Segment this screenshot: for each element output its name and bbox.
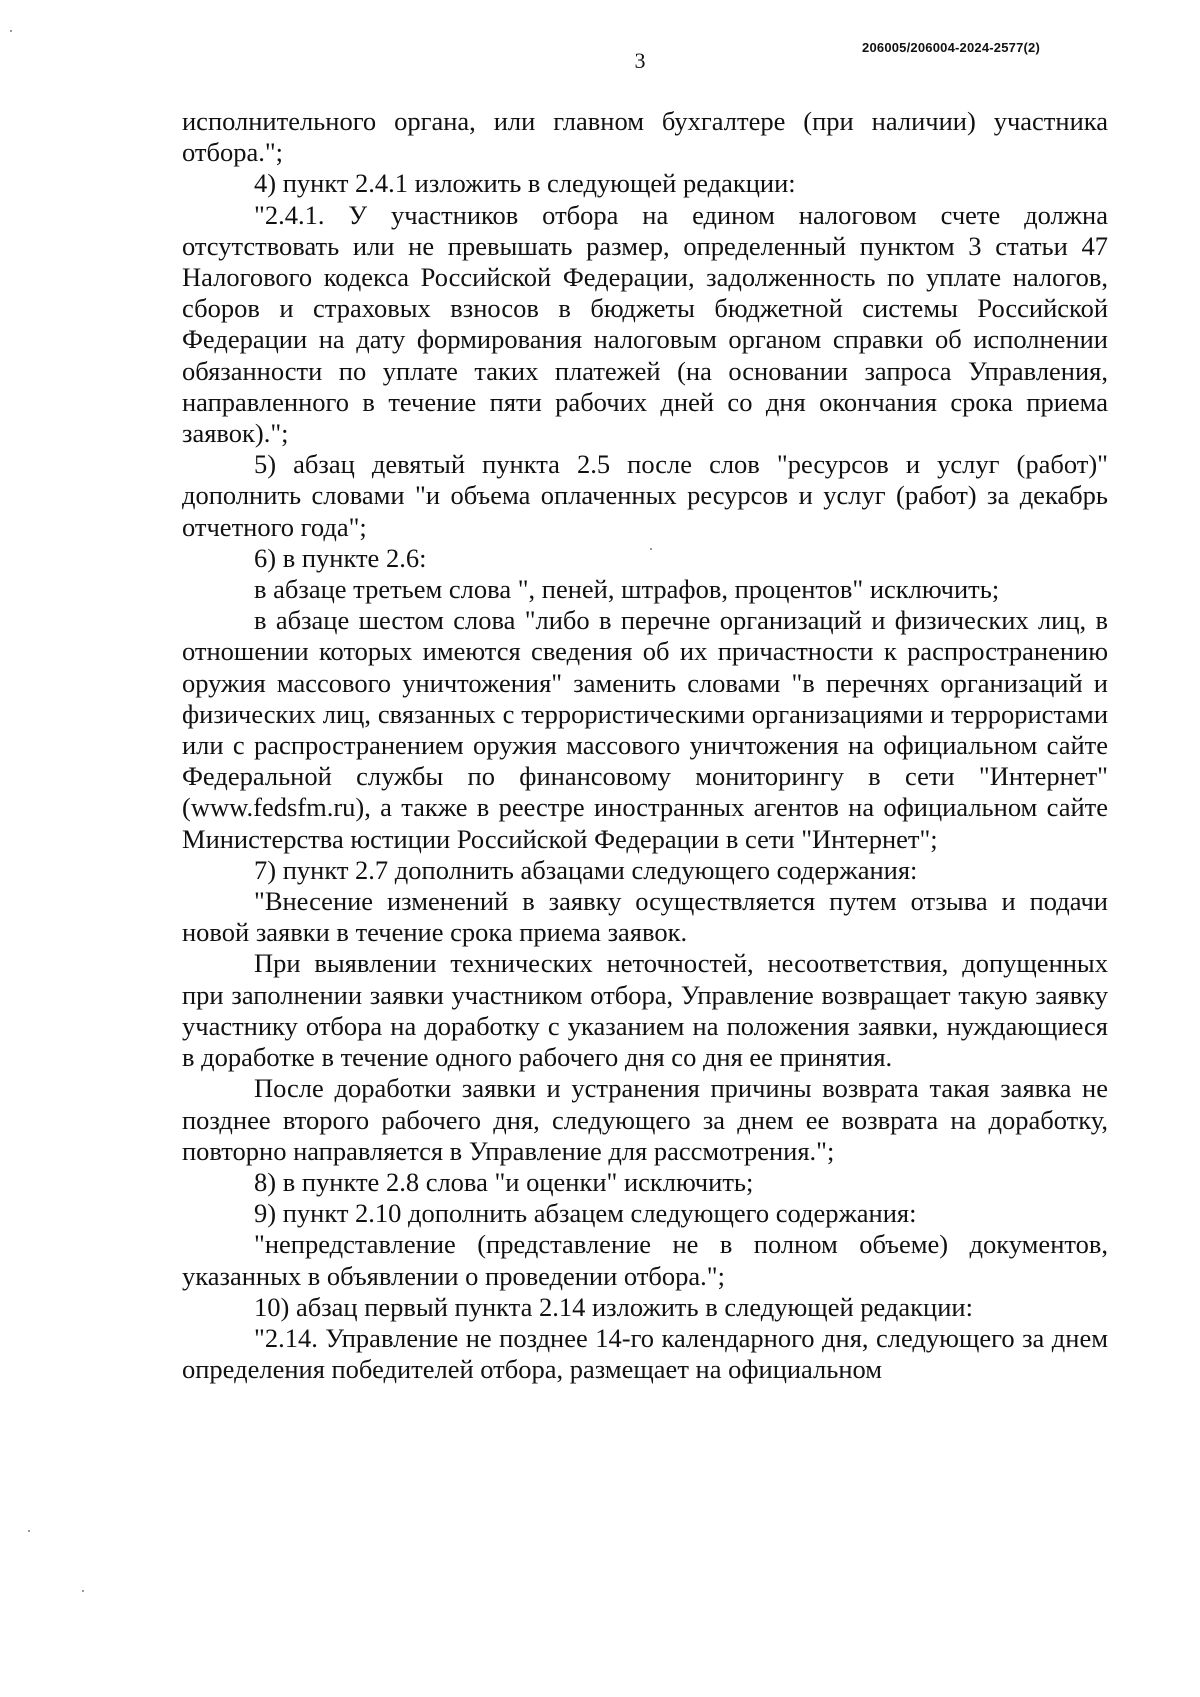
scan-speck [28, 1530, 30, 1532]
paragraph-item-7: 7) пункт 2.7 дополнить абзацами следующего содержания: [254, 854, 918, 885]
paragraph-continuation: исполнительного органа, или главном бухгалтере (при наличии) участника отбора."; [182, 106, 1108, 168]
paragraph-clause-2-14: "2.14. Управление не позднее 14-го календарного дня, следующего за днем определения победителей отбора, размещает на официальном [182, 1322, 1108, 1385]
document-id: 206005/206004-2024-2577(2) [862, 40, 1040, 55]
paragraph-item-9: 9) пункт 2.10 дополнить абзацем следующего содержания: [254, 1198, 917, 1229]
paragraph-item-9-text: "непредставление (представление не в полном объеме) документов, указанных в объявлении о проведении отбора."; [182, 1229, 1108, 1291]
paragraph-item-7-third: После доработки заявки и устранения причины возврата такая заявка не позднее второго рабочего дня, следующего за днем ее возврата на доработку, повторно направляется в Управление для рассмотрения."; [182, 1073, 1108, 1166]
document-body [182, 106, 1108, 1385]
page-number: 3 [634, 48, 646, 73]
scan-speck [82, 1590, 84, 1592]
paragraph-item-7-first: "Внесение изменений в заявку осуществляется путем отзыва и подачи новой заявки в течение срока приема заявок. [182, 886, 1108, 948]
scan-speck [10, 30, 12, 32]
paragraph-item-8: 8) в пункте 2.8 слова "и оценки" исключить; [254, 1166, 754, 1197]
paragraph-item-6-third: в абзаце третьем слова ", пеней, штрафов, процентов" исключить; [254, 574, 1000, 605]
paragraph-item-10: 10) абзац первый пункта 2.14 изложить в следующей редакции: [254, 1291, 973, 1322]
paragraph-item-6-sixth: в абзаце шестом слова "либо в перечне организаций и физических лиц, в отношении которых имеются сведения об их причастности к распространению оружия массового уничтожения" заменить словами "в перечнях организаций и физических лиц, связанных с террористическими организациями и террористами или с распространением оружия массового уничтожения на официальном сайте Федеральной службы по финансовому мониторингу в сети "Интернет" (www.fedsfm.ru), а также в реестре иностранных агентов на официальном сайте Министерства юстиции Российской Федерации в сети "Интернет"; [182, 605, 1108, 854]
paragraph-clause-2-4-1: "2.4.1. У участников отбора на едином налоговом счете должна отсутствовать или не превышать размер, определенный пунктом 3 статьи 47 Налогового кодекса Российской Федерации, задолженность по уплате налогов, сборов и страховых взносов в бюджеты бюджетной системы Российской Федерации на дату формирования налоговым органом справки об исполнении обязанности по уплате таких платежей (на основании запроса Управления, направленного в течение пяти рабочих дней со дня окончания срока приема заявок)."; [182, 199, 1108, 449]
paragraph-item-6: 6) в пункте 2.6: [254, 542, 427, 573]
scan-speck [650, 548, 652, 550]
paragraph-item-5: 5) абзац девятый пункта 2.5 после слов "ресурсов и услуг (работ)" дополнить словами "и объема оплаченных ресурсов и услуг (работ) за декабрь отчетного года"; [182, 449, 1108, 542]
paragraph-item-4: 4) пункт 2.4.1 изложить в следующей редакции: [254, 168, 796, 199]
paragraph-item-7-second: При выявлении технических неточностей, несоответствия, допущенных при заполнении заявки участником отбора, Управление возвращает такую заявку участнику отбора на доработку с указанием на положения заявки, нуждающиеся в доработке в течение одного рабочего дня со дня ее принятия. [182, 948, 1108, 1073]
